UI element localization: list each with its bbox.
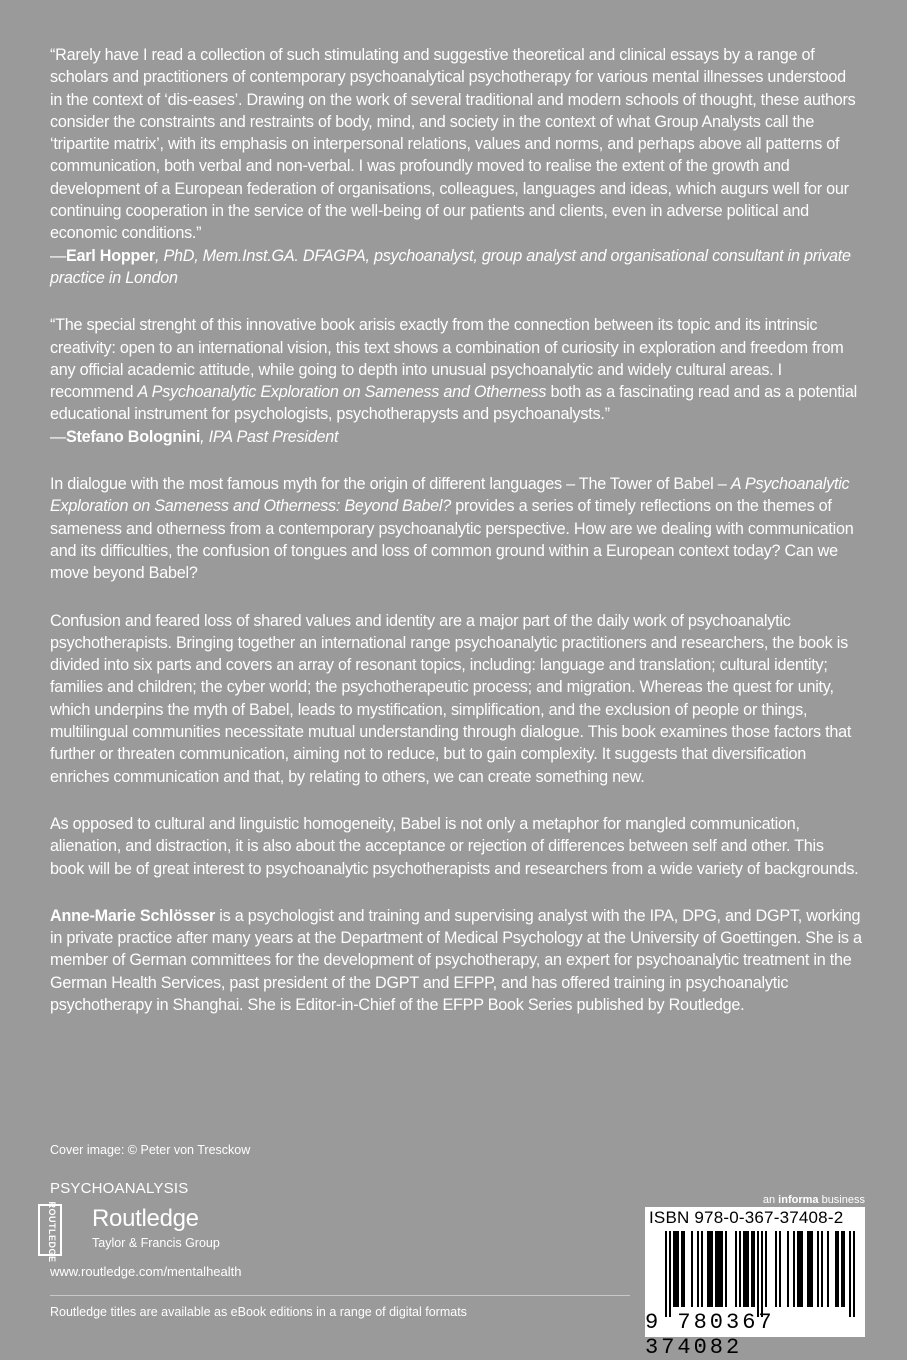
barcode-bar bbox=[811, 1231, 813, 1307]
routledge-mark-icon: ROUTLEDGE bbox=[38, 1204, 62, 1256]
barcode-bar bbox=[787, 1231, 789, 1307]
barcode-bar bbox=[797, 1231, 799, 1307]
barcode-bar bbox=[715, 1231, 717, 1307]
barcode-bar bbox=[775, 1231, 777, 1307]
description-paragraph-3: As opposed to cultural and linguistic homogeneity, Babel is not only a metaphor for mangled communication, alienation, and distraction, it is also about the acceptance or rejection of differences between self and other. This book will be of great interest to psychoanalytic psychotherapists and researchers from a wide variety of backgrounds. bbox=[50, 814, 859, 878]
barcode-bar bbox=[717, 1231, 719, 1307]
footer-divider bbox=[50, 1295, 630, 1296]
barcode-guard-bar bbox=[669, 1231, 671, 1317]
barcode-bar bbox=[719, 1231, 721, 1307]
barcode-bar bbox=[809, 1231, 811, 1307]
barcode-bar bbox=[821, 1231, 823, 1307]
quote-hopper-credentials: , PhD, Mem.Inst.GA. DFAGPA, psychoanalyst, group analyst and organisational consultant in private practice in London bbox=[50, 246, 851, 287]
barcode-bar bbox=[841, 1231, 843, 1307]
barcode-bar bbox=[725, 1231, 727, 1307]
barcode-bar bbox=[743, 1231, 745, 1307]
back-cover-text bbox=[50, 44, 862, 1016]
isbn-label: ISBN 978-0-367-37408-2 bbox=[649, 1208, 844, 1227]
barcode-bar bbox=[675, 1231, 677, 1307]
barcode-guard-bar bbox=[757, 1231, 759, 1317]
barcode-bar bbox=[735, 1231, 737, 1307]
informa-business-tag: an informa business bbox=[762, 1194, 865, 1206]
subject-category: PSYCHOANALYSIS bbox=[50, 1180, 189, 1197]
barcode-bar bbox=[745, 1231, 747, 1307]
quote-hopper: “Rarely have I read a collection of such stimulating and suggestive theoretical and clinical essays by a range of scholars and practitioners of contemporary psychoanalytical psychotherapy for various mental illnesses understood in the context of ‘dis-eases’. Drawing on the work of several traditional and modern schools of thought, these authors consider the constraints and restraints of body, mind, and society in the context of what Group Analysts call the ‘tripartite matrix’, with its emphasis on interpersonal relations, values and norms, and perhaps above all patterns of communication, both verbal and non-verbal. I was profoundly moved to realise the extent of the growth and development of a European federation of organisations, colleagues, languages and ideas, which augurs well for our continuing cooperation in the service of the well-being of our patients and clients, even in adverse political and economic conditions.” —Earl Hopper, PhD, Mem.Inst.GA. DFAGPA, psychoanalyst, group analyst and organisational consultant in private practice in London bbox=[50, 46, 856, 287]
barcode-bar bbox=[765, 1231, 767, 1307]
barcode-bar bbox=[691, 1231, 693, 1307]
author-name: Anne-Marie Schlösser bbox=[50, 906, 216, 925]
isbn-barcode bbox=[645, 1207, 865, 1360]
barcode-bar bbox=[837, 1231, 839, 1307]
barcode-bar bbox=[793, 1231, 795, 1307]
barcode-guard-bar bbox=[853, 1231, 855, 1317]
quote-bolognini-author: Stefano Bolognini bbox=[65, 427, 201, 446]
publisher-logo bbox=[38, 1201, 258, 1263]
barcode-bar bbox=[709, 1231, 711, 1307]
barcode-bar bbox=[673, 1231, 675, 1307]
barcode-bar bbox=[701, 1231, 703, 1307]
barcode-bar bbox=[779, 1231, 781, 1307]
quote-bolognini: “The special strenght of this innovative book arisis exactly from the connection between its topic and its intrinsic creativity: open to an international vision, this text shows a combination of curiosity in exploration and freedom from any official academic attitude, while going to depth into unusual psychoanalytic and widely cultural areas. I recommend A Psychoanalytic Exploration on Sameness and Otherness both as a fascinating read and as a potential educational instrument for psychologists, psychotherapysts and psychoanalysts.” —Stefano Bolognini, IPA Past President bbox=[50, 316, 857, 446]
quote-bolognini-credentials: , IPA Past President bbox=[200, 427, 339, 446]
barcode-guard-bar bbox=[665, 1231, 667, 1317]
barcode-bar bbox=[751, 1231, 753, 1307]
description-paragraph-2: Confusion and feared loss of shared values and identity are a major part of the daily work of psychoanalytic psychotherapists. Bringing together an international range psychoanalytic practitioners and researchers, the book is divided into six parts and covers an array of resonant topics, including: language and translation; cultural identity; families and children; the cyber world; the psychotherapeutic process; and migration. Whereas the quest for unity, which underpins the myth of Babel, leads to mystification, simplification, and the exclusion of people or things, multilingual communities necessitate mutual understanding through dialogue. This book examines those factors that further or threaten communication, aiming not to reduce, but to gain complexity. It suggests that diversification enriches communication and that, by relating to others, we can create something new. bbox=[50, 611, 852, 786]
quote-hopper-author: Earl Hopper bbox=[65, 246, 155, 265]
barcode-guard-bar bbox=[761, 1231, 763, 1317]
cover-credit: Cover image: © Peter von Tresckow bbox=[50, 1143, 251, 1157]
barcode-bar bbox=[835, 1231, 837, 1307]
barcode-bar bbox=[799, 1231, 801, 1307]
publisher-group: Taylor & Francis Group bbox=[92, 1236, 220, 1250]
publisher-url[interactable]: www.routledge.com/mentalhealth bbox=[50, 1264, 242, 1279]
barcode-bar bbox=[801, 1231, 803, 1307]
ebook-note: Routledge titles are available as eBook editions in a range of digital formats bbox=[50, 1305, 467, 1319]
publisher-name: Routledge bbox=[92, 1205, 199, 1232]
barcode-bar bbox=[697, 1231, 699, 1307]
barcode-digits: 9 780367 374082 bbox=[645, 1310, 775, 1360]
barcode-bar bbox=[711, 1231, 713, 1307]
barcode-guard-bar bbox=[849, 1231, 851, 1317]
barcode-bar bbox=[707, 1231, 709, 1307]
barcode-bar bbox=[721, 1231, 723, 1307]
barcode-bar bbox=[681, 1231, 683, 1307]
barcode-bar bbox=[827, 1231, 829, 1307]
barcode-bar bbox=[753, 1231, 755, 1307]
barcode-bar bbox=[739, 1231, 741, 1307]
barcode-bar bbox=[747, 1231, 749, 1307]
barcode-bar bbox=[683, 1231, 685, 1307]
author-bio: Anne-Marie Schlösser is a psychologist and training and supervising analyst with the IPA, DPG, and DGPT, working in private practice after many years at the Department of Medical Psychology at the University of Goettingen. She is a member of German committees for the development of psychotherapy, an expert for psychoanalytic treatment in the German Health Services, past president of the DGPT and EFPP, and has offered training in psychoanalytic psychotherapy in Shanghai. She is Editor-in-Chief of the EFPP Book Series published by Routledge. bbox=[50, 906, 862, 1014]
barcode-bar bbox=[807, 1231, 809, 1307]
barcode-bar bbox=[817, 1231, 819, 1307]
description-paragraph-1: In dialogue with the most famous myth for the origin of different languages – The Tower of Babel – A Psychoanalytic Exploration on Sameness and Otherness: Beyond Babel? provides a series of timely reflections on the themes of sameness and otherness from a contemporary psychoanalytic perspective. How are we dealing with communication and its difficulties, the confusion of tongues and loss of common ground within a European context today? Can we move beyond Babel? bbox=[50, 475, 854, 583]
barcode-bar bbox=[843, 1231, 845, 1307]
barcode-bar bbox=[677, 1231, 679, 1307]
